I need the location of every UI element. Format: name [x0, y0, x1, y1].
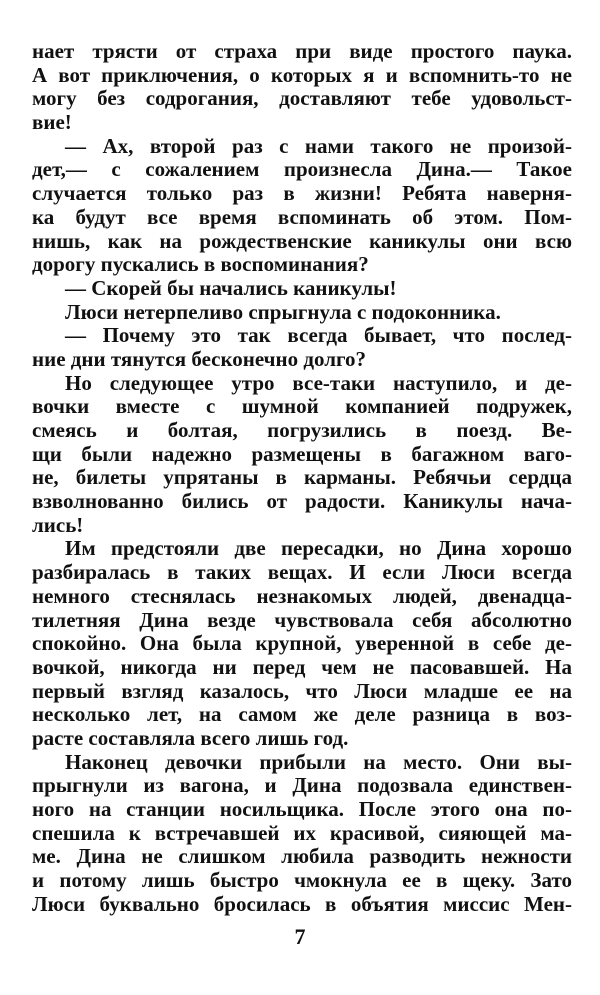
text-line: могу без содрогания, доставляют тебе удовольст-: [32, 87, 572, 111]
text-line: тилетняя Дина везде чувствовала себя абсолютно: [32, 608, 572, 632]
text-line: ние дни тянутся бесконечно долго?: [32, 347, 367, 371]
text-line: ме. Дина не слишком любила разводить нежности: [32, 845, 572, 869]
text-line: лись!: [32, 513, 84, 537]
text-line: — Ах, второй раз с нами такого не произой-: [65, 134, 572, 158]
text-line: спешила к встречавшей их красивой, сияющей ма-: [32, 821, 572, 845]
text-line: А вот приключения, о которых я и вспомнить-то не: [32, 63, 572, 87]
text-line: щи были надежно размещены в багажном ваго-: [32, 442, 572, 466]
text-line: смеясь и болтая, погрузились в поезд. Ве-: [32, 419, 572, 442]
text-line: Им предстояли две пересадки, но Дина хорошо: [65, 537, 572, 561]
body-text: [32, 40, 572, 916]
text-line: и потому лишь быстро чмокнула ее в щеку. Зато: [32, 869, 572, 893]
text-line: — Почему это так всегда бывает, что послед-: [65, 324, 572, 348]
text-line: Люси нетерпеливо спрыгнула с подоконника.: [65, 300, 501, 324]
text-line: Наконец девочки прибыли на место. Они вы-: [65, 750, 572, 774]
text-line: спокойно. Она была крупной, уверенной в себе де-: [32, 632, 572, 656]
text-line: вочкой, никогда ни перед чем не пасовавшей. На: [32, 655, 572, 679]
text-line: нишь, как на рождественские каникулы они всю: [32, 229, 572, 253]
text-line: разбиралась в таких вещах. И если Люси всегда: [32, 561, 572, 585]
text-line: Люси буквально бросилась в объятия миссис Мен-: [32, 892, 572, 916]
text-line: дет,— с сожалением произнесла Дина.— Такое: [32, 158, 572, 182]
text-line: ка будут все время вспоминать об этом. Пом-: [32, 205, 572, 229]
page-number: 7: [294, 924, 306, 949]
text-line: нает трясти от страха при виде простого паука.: [32, 40, 572, 63]
text-line: — Скорей бы начались каникулы!: [65, 276, 397, 300]
text-line: случается только раз в жизни! Ребята наверня-: [32, 182, 572, 206]
text-line: вие!: [32, 111, 72, 135]
text-line: немного стеснялась незнакомых людей, двенадца-: [32, 584, 572, 608]
text-line: прыгнули из вагона, и Дина подозвала единствен-: [32, 774, 572, 798]
text-line: несколько лет, на самом же деле разница в воз-: [32, 703, 572, 727]
text-line: вочки вместе с шумной компанией подружек,: [32, 395, 572, 419]
text-line: дорогу пускались в воспоминания?: [32, 253, 369, 277]
text-line: расте составляла всего лишь год.: [32, 726, 349, 750]
text-line: первый взгляд казалось, что Люси младше ее на: [32, 679, 572, 703]
text-line: взволнованно бились от радости. Каникулы нача-: [32, 490, 572, 514]
text-line: не, билеты упрятаны в карманы. Ребячьи сердца: [32, 466, 572, 490]
text-line: Но следующее утро все-таки наступило, и де-: [65, 371, 572, 395]
text-line: ного на станции носильщика. После этого она по-: [32, 798, 572, 821]
